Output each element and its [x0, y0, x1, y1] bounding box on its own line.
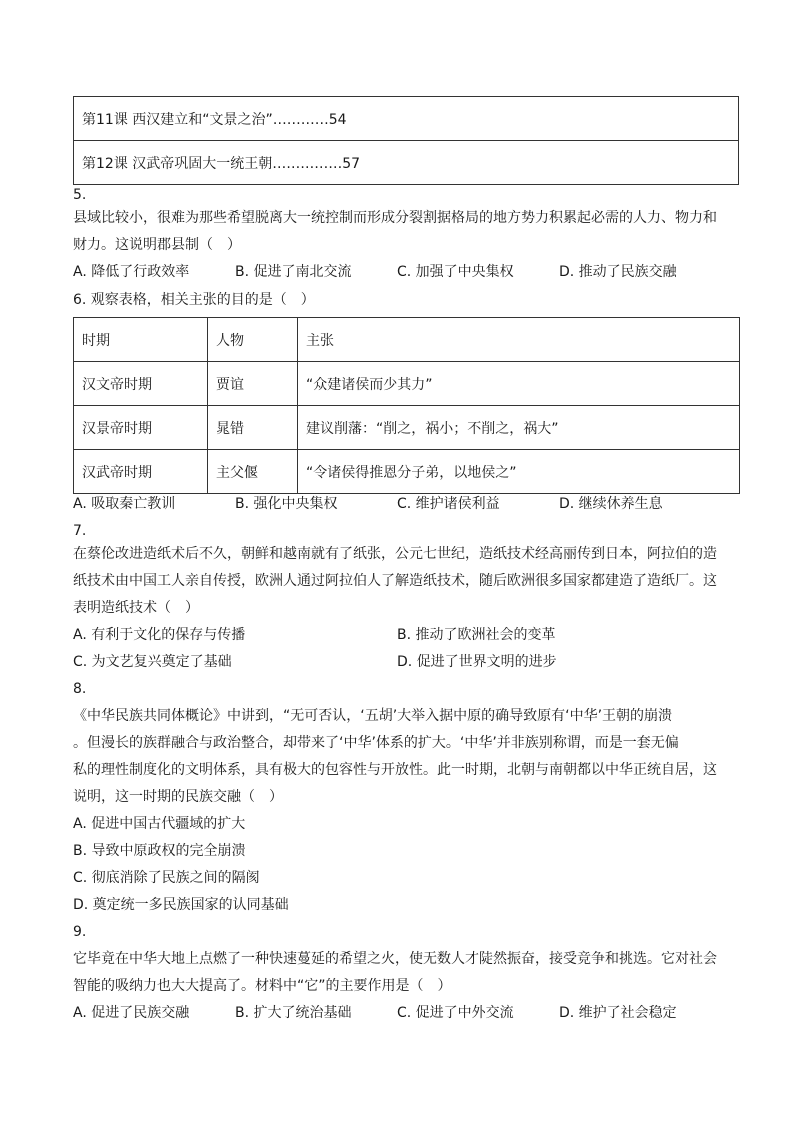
table-row: [74, 141, 739, 185]
option-c[interactable]: C. 加强了中央集权: [397, 264, 514, 280]
question-text: 在蔡伦改进造纸术后不久，朝鲜和越南就有了纸张，公元七世纪，造纸技术经高丽传到日本，阿拉伯的造: [73, 546, 717, 562]
question-number: 5.: [73, 187, 87, 203]
question-text: 。但漫长的族群融合与政治整合，却带来了‘中华’体系的扩大。‘中华’并非族别称谓，而是一套无偏: [73, 735, 679, 751]
option-b[interactable]: B. 推动了欧洲社会的变革: [397, 627, 556, 643]
option-d[interactable]: D. 促进了世界文明的进步: [397, 654, 557, 670]
table-cell: 贾谊: [208, 362, 298, 406]
option-b[interactable]: B. 导致中原政权的完全崩溃: [73, 843, 246, 859]
question-number: 9.: [73, 924, 87, 940]
table-cell: 汉文帝时期: [74, 362, 208, 406]
toc-row: 第12课 汉武帝巩固大一统王朝……………57: [74, 141, 739, 185]
option-d[interactable]: D. 维护了社会稳定: [559, 1005, 677, 1021]
question-text: 《中华民族共同体概论》中讲到，“无可否认，‘五胡’大举入据中原的确导致原有‘中华’王朝的崩溃: [73, 708, 673, 724]
column-header: 主张: [298, 318, 740, 362]
question-text: 纸技术由中国工人亲自传授，欧洲人通过阿拉伯人了解造纸技术，随后欧洲很多国家都建造了造纸厂。这: [73, 573, 717, 589]
option-c[interactable]: C. 彻底消除了民族之间的隔阂: [73, 870, 260, 886]
option-c[interactable]: C. 维护诸侯利益: [397, 496, 500, 512]
question-text: 表明造纸技术（ ）: [73, 600, 199, 616]
option-b[interactable]: B. 扩大了统治基础: [235, 1005, 352, 1021]
option-a[interactable]: A. 吸取秦亡教训: [73, 496, 176, 512]
option-b[interactable]: B. 强化中央集权: [235, 496, 338, 512]
column-header: 时期: [74, 318, 208, 362]
question-text: 县域比较小，很难为那些希望脱离大一统控制而形成分裂割据格局的地方势力积累起必需的人力、物力和: [73, 210, 717, 226]
toc-row: 第11课 西汉建立和“文景之治”…………54: [74, 97, 739, 141]
table-cell: 汉武帝时期: [74, 450, 208, 494]
question-number: 8.: [73, 681, 87, 697]
option-d[interactable]: D. 推动了民族交融: [559, 264, 677, 280]
table-cell: 汉景帝时期: [74, 406, 208, 450]
table-header-row: [74, 318, 740, 362]
policy-table: [73, 317, 740, 494]
question-text: 它毕竟在中华大地上点燃了一种快速蔓延的希望之火，使无数人才陡然振奋，接受竞争和挑选。它对社会: [73, 951, 717, 967]
option-c[interactable]: C. 为文艺复兴奠定了基础: [73, 654, 232, 670]
option-b[interactable]: B. 促进了南北交流: [235, 264, 352, 280]
option-d[interactable]: D. 奠定统一多民族国家的认同基础: [73, 897, 289, 913]
question-number: 7.: [73, 523, 87, 539]
question-text: 6. 观察表格，相关主张的目的是（ ）: [73, 292, 315, 308]
option-a[interactable]: A. 促进了民族交融: [73, 1005, 190, 1021]
option-a[interactable]: A. 降低了行政效率: [73, 264, 190, 280]
option-d[interactable]: D. 继续休养生息: [559, 496, 663, 512]
toc-table: [73, 96, 739, 185]
table-cell: “众建诸侯而少其力”: [298, 362, 740, 406]
table-row: [74, 362, 740, 406]
table-cell: 建议削藩：“削之，祸小；不削之，祸大”: [298, 406, 740, 450]
option-a[interactable]: A. 有利于文化的保存与传播: [73, 627, 246, 643]
table-cell: 晁错: [208, 406, 298, 450]
table-row: [74, 406, 740, 450]
question-text: 说明，这一时期的民族交融（ ）: [73, 789, 283, 805]
table-row: [74, 97, 739, 141]
table-cell: “令诸侯得推恩分子弟，以地侯之”: [298, 450, 740, 494]
column-header: 人物: [208, 318, 298, 362]
table-cell: 主父偃: [208, 450, 298, 494]
question-text: 私的理性制度化的文明体系，具有极大的包容性与开放性。此一时期，北朝与南朝都以中华正统自居，这: [73, 762, 717, 778]
option-c[interactable]: C. 促进了中外交流: [397, 1005, 514, 1021]
option-a[interactable]: A. 促进中国古代疆域的扩大: [73, 816, 246, 832]
table-row: [74, 450, 740, 494]
question-text: 智能的吸纳力也大大提高了。材料中“它”的主要作用是（ ）: [73, 978, 452, 994]
question-text: 财力。这说明郡县制（ ）: [73, 237, 241, 253]
